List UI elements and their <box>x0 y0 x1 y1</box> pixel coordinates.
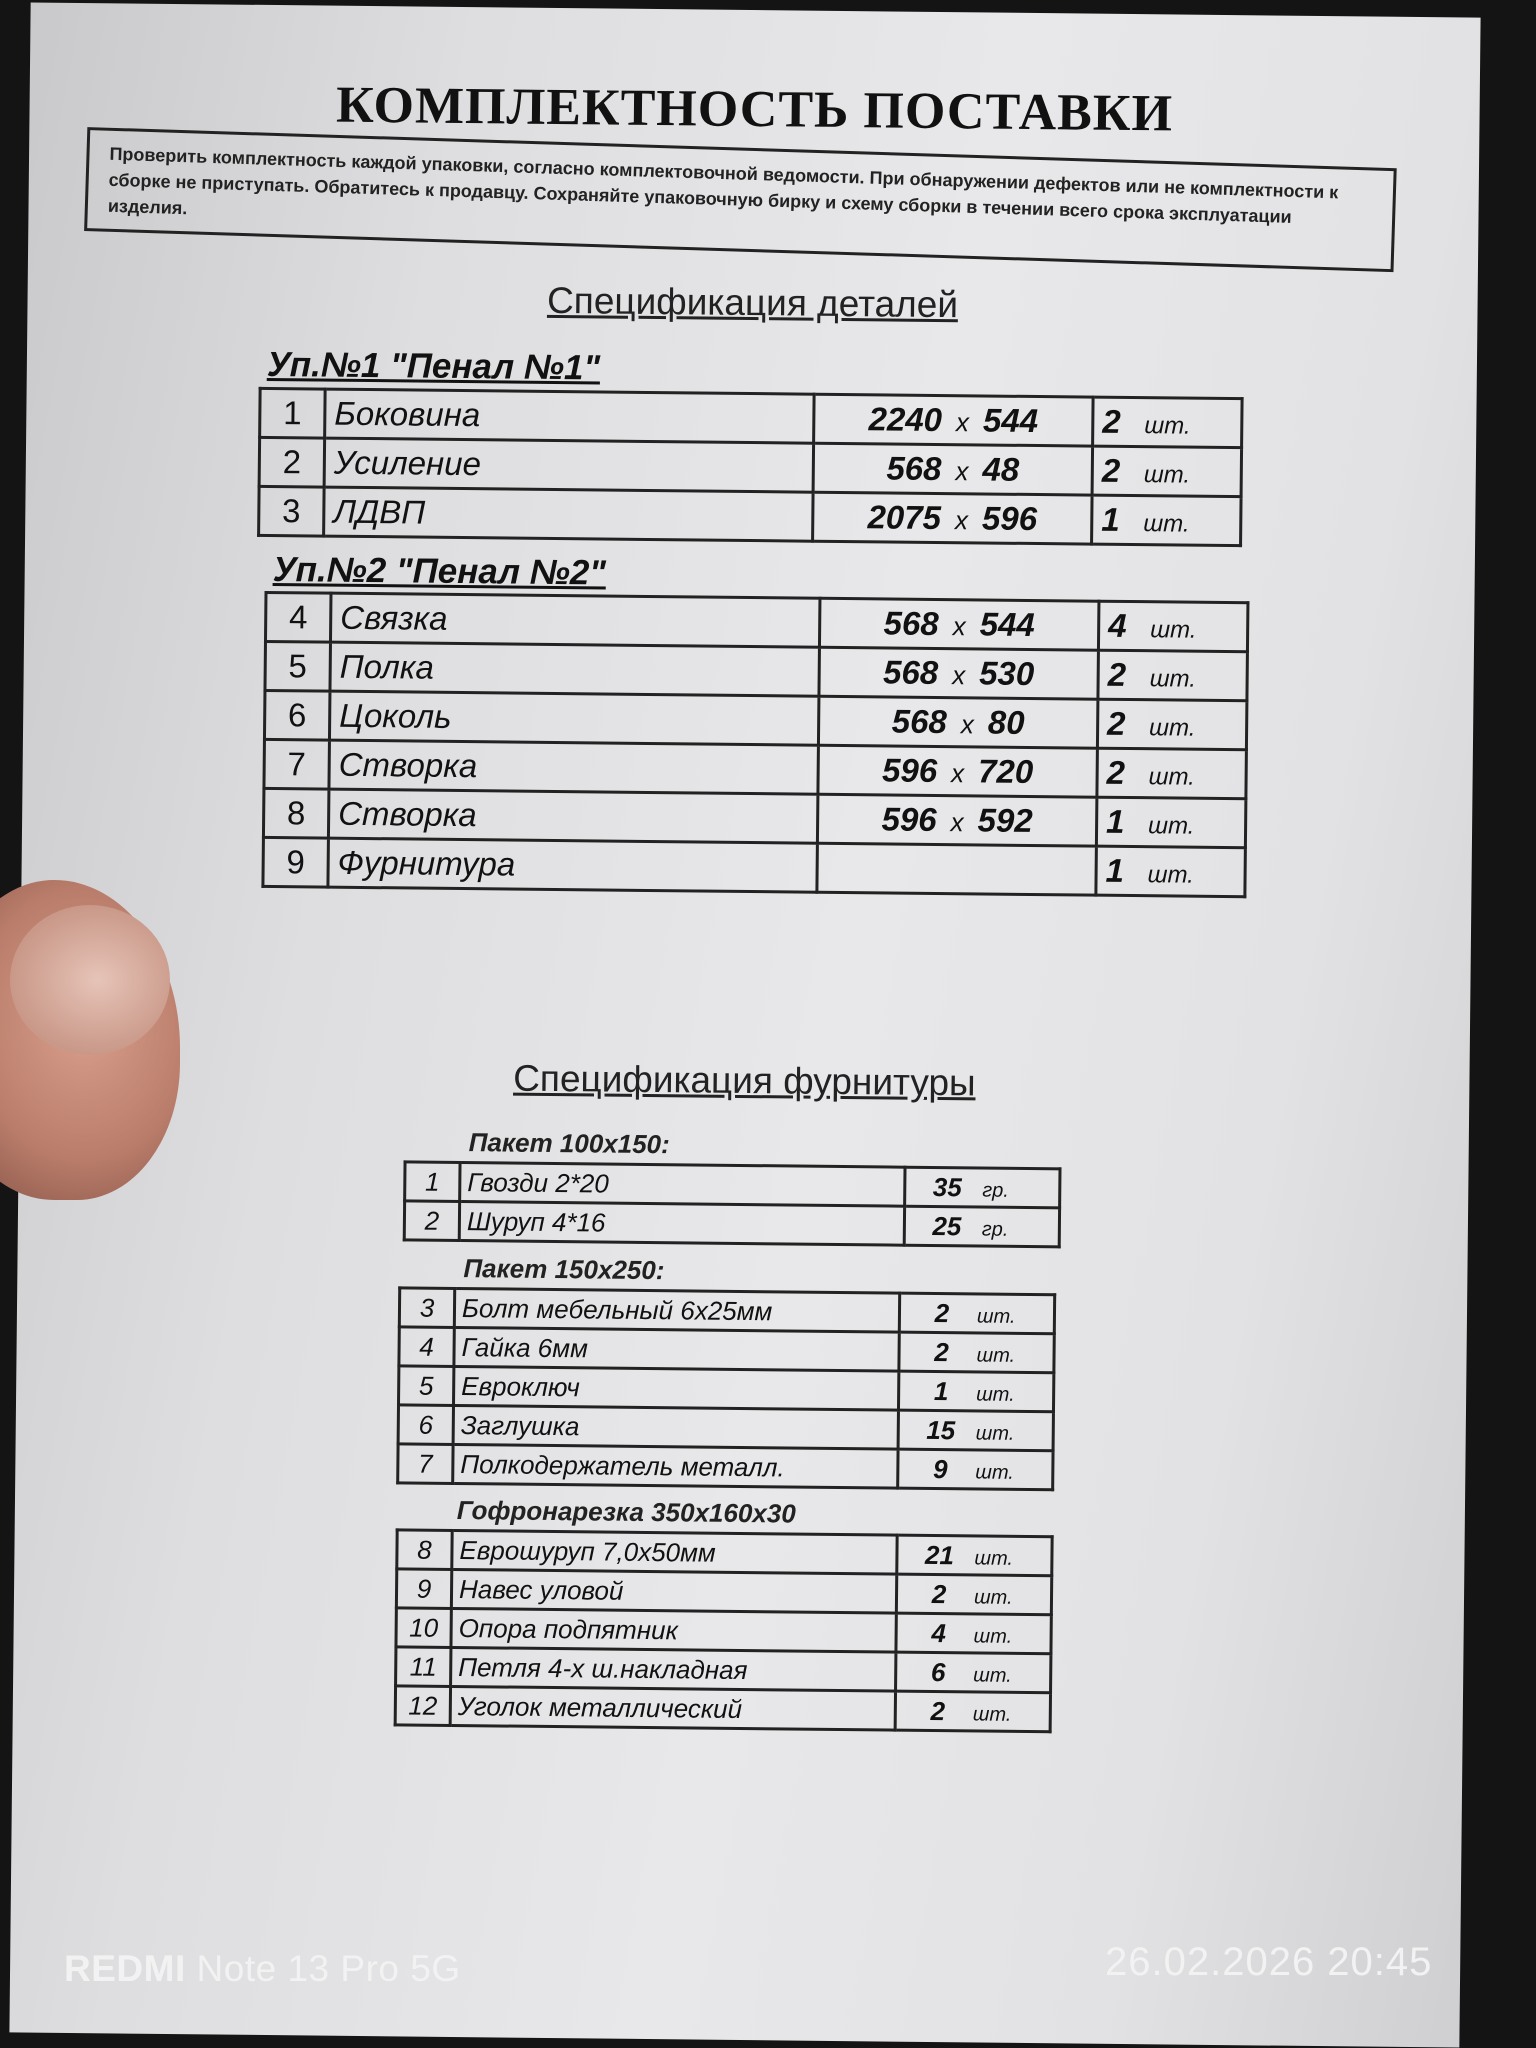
part-dimensions <box>814 394 1093 446</box>
dimension-separator: x <box>950 807 964 838</box>
part-height: 720 <box>977 752 1034 791</box>
hardware-name: Уголок металлический <box>450 1686 895 1730</box>
part-quantity <box>1092 446 1242 497</box>
quantity-unit: шт. <box>976 1343 1016 1367</box>
notice-box: Проверить комплектность каждой упаковки, согласно комплектовочной ведомости. При обнаружении дефектов или не комплектности к сборке не приступать. Обратитесь к продавцу. Сохраняйте упаковочную бирку и схему сборки в течении всего срока эксплуатации изделия. <box>84 127 1397 272</box>
quantity-value: 2 <box>934 1336 949 1367</box>
part-height: 592 <box>977 801 1033 840</box>
quantity-value: 1 <box>1101 500 1120 538</box>
part-width: 2075 <box>867 498 942 537</box>
part-width: 568 <box>883 604 939 643</box>
quantity-value: 2 <box>1107 655 1127 693</box>
hardware-name: Навес уловой <box>451 1569 896 1613</box>
part-quantity <box>1097 748 1247 799</box>
part-name: Цоколь <box>329 691 818 745</box>
table-row <box>396 1608 1051 1654</box>
part-dimensions <box>819 647 1098 699</box>
package-2-title: Уп.№2 "Пенал №2" <box>272 550 607 593</box>
part-name: Боковина <box>325 389 814 443</box>
row-number: 6 <box>264 690 330 740</box>
part-quantity <box>1093 397 1243 448</box>
table-row <box>259 486 1241 545</box>
row-number: 4 <box>399 1327 454 1367</box>
hardware-quantity <box>898 1371 1053 1412</box>
dimension-separator: x <box>960 709 974 740</box>
part-dimensions <box>818 745 1097 797</box>
table-row <box>399 1366 1054 1412</box>
table-row <box>399 1288 1054 1334</box>
hardware-group-3-title: Гофронарезка 350x160x30 <box>456 1495 796 1529</box>
package-1-table <box>257 387 1244 547</box>
part-name: Усиление <box>324 438 813 492</box>
table-row <box>395 1686 1050 1732</box>
quantity-value: 6 <box>930 1656 946 1687</box>
quantity-unit: шт. <box>976 1304 1016 1328</box>
part-dimensions <box>817 794 1096 846</box>
row-number: 10 <box>396 1608 451 1648</box>
hardware-group-2-table <box>396 1286 1056 1491</box>
hardware-quantity <box>899 1293 1054 1334</box>
hardware-name: Полкодержатель металл. <box>453 1444 898 1488</box>
hardware-name: Гайка 6мм <box>454 1327 899 1371</box>
quantity-value: 2 <box>934 1297 950 1328</box>
parts-spec-title: Спецификация деталей <box>546 279 959 326</box>
quantity-value: 2 <box>1106 753 1126 791</box>
row-number: 9 <box>396 1569 451 1609</box>
part-dimensions <box>819 598 1098 650</box>
dimension-separator: x <box>952 611 966 642</box>
quantity-unit: гр. <box>982 1178 1009 1202</box>
table-row <box>396 1569 1051 1615</box>
part-quantity <box>1098 601 1248 652</box>
row-number: 5 <box>265 641 331 691</box>
table-row <box>263 837 1245 896</box>
part-height: 530 <box>979 654 1035 693</box>
quantity-unit: шт. <box>972 1702 1012 1726</box>
document-title: КОМПЛЕКТНОСТЬ ПОСТАВКИ <box>335 76 1174 143</box>
table-row <box>398 1444 1053 1490</box>
part-name: Связка <box>330 593 819 647</box>
hardware-name: Евроключ <box>453 1366 898 1410</box>
quantity-unit: шт. <box>1147 812 1195 840</box>
quantity-value: 1 <box>933 1375 949 1406</box>
part-quantity <box>1096 846 1246 897</box>
fingernail <box>10 905 170 1055</box>
part-dimensions <box>818 696 1097 748</box>
hardware-quantity <box>905 1167 1060 1208</box>
part-quantity <box>1098 650 1248 701</box>
part-quantity <box>1097 699 1247 750</box>
quantity-value: 21 <box>924 1539 955 1570</box>
row-number: 5 <box>399 1366 454 1406</box>
part-quantity <box>1096 797 1246 848</box>
quantity-unit: шт. <box>1150 616 1197 644</box>
part-height: 596 <box>981 499 1038 538</box>
hardware-name: Петля 4-х ш.накладная <box>451 1647 896 1691</box>
part-height: 544 <box>982 401 1039 440</box>
hardware-quantity <box>897 1535 1052 1576</box>
paper-sheet <box>9 2 1480 2047</box>
quantity-value: 2 <box>931 1578 947 1609</box>
hardware-quantity <box>896 1652 1051 1693</box>
quantity-unit: шт. <box>1149 665 1197 693</box>
hardware-quantity <box>904 1206 1059 1247</box>
part-width: 596 <box>881 751 938 789</box>
camera-model: Note 13 Pro 5G <box>196 1948 461 1989</box>
part-name: Створка <box>329 740 818 794</box>
part-name: ЛДВП <box>324 487 813 541</box>
part-dimensions <box>817 843 1096 895</box>
row-number: 1 <box>405 1162 460 1202</box>
quantity-value: 25 <box>932 1210 962 1241</box>
table-row <box>405 1162 1060 1208</box>
hardware-name: Болт мебельный 6x25мм <box>454 1288 899 1332</box>
photo-datetime: 26.02.2026 20:45 <box>1105 1940 1433 1984</box>
quantity-value: 4 <box>1108 606 1127 644</box>
hardware-group-1-title: Пакет 100x150: <box>468 1127 670 1160</box>
hardware-group-2-title: Пакет 150x250: <box>463 1253 665 1286</box>
row-number: 8 <box>397 1530 452 1570</box>
package-2-table <box>261 591 1249 898</box>
hardware-name: Заглушка <box>453 1405 898 1449</box>
hardware-name: Еврошуруп 7,0x50мм <box>452 1530 897 1574</box>
quantity-value: 2 <box>1102 402 1121 440</box>
table-row <box>397 1530 1052 1576</box>
quantity-unit: гр. <box>981 1217 1009 1241</box>
row-number: 7 <box>264 739 330 789</box>
row-number: 12 <box>395 1686 450 1726</box>
hardware-quantity <box>899 1332 1054 1373</box>
row-number: 6 <box>398 1405 453 1445</box>
quantity-unit: шт. <box>1148 763 1196 791</box>
quantity-unit: шт. <box>973 1663 1012 1687</box>
quantity-unit: шт. <box>1144 412 1191 440</box>
row-number: 4 <box>265 592 331 642</box>
part-name: Полка <box>330 642 819 696</box>
hardware-quantity <box>896 1613 1051 1654</box>
hardware-name: Шуруп 4*16 <box>459 1202 904 1246</box>
camera-model-watermark <box>64 1948 461 1990</box>
quantity-value: 1 <box>1105 851 1125 889</box>
quantity-unit: шт. <box>976 1382 1015 1406</box>
part-width: 568 <box>882 653 939 692</box>
part-quantity <box>1092 495 1242 546</box>
quantity-unit: шт. <box>1143 510 1190 538</box>
row-number: 9 <box>263 837 329 887</box>
quantity-unit: шт. <box>1147 861 1195 889</box>
table-row <box>396 1647 1051 1693</box>
part-width: 2240 <box>868 400 943 439</box>
dimension-separator: x <box>950 758 965 789</box>
quantity-value: 15 <box>926 1414 956 1445</box>
row-number: 3 <box>399 1288 454 1328</box>
hardware-name: Гвозди 2*20 <box>460 1163 905 1207</box>
part-dimensions <box>813 492 1092 544</box>
part-width: 568 <box>886 449 942 488</box>
row-number: 7 <box>398 1444 453 1484</box>
quantity-unit: шт. <box>975 1460 1015 1484</box>
row-number: 8 <box>263 788 329 838</box>
quantity-unit: шт. <box>973 1624 1013 1648</box>
dimension-separator: x <box>955 407 970 438</box>
row-number: 2 <box>404 1201 459 1241</box>
package-1-title: Уп.№1 "Пенал №1" <box>266 344 601 388</box>
hardware-name: Опора подпятник <box>451 1608 896 1652</box>
hardware-group-3-table <box>394 1528 1054 1733</box>
hardware-quantity <box>896 1574 1051 1615</box>
dimension-separator: x <box>952 660 966 691</box>
quantity-unit: шт. <box>1143 461 1191 489</box>
table-row <box>404 1201 1059 1247</box>
dimension-separator: x <box>955 456 969 487</box>
part-height: 544 <box>979 605 1035 644</box>
part-dimensions <box>813 443 1092 495</box>
hardware-quantity <box>898 1449 1053 1490</box>
part-width: 596 <box>881 800 937 838</box>
dimension-separator: x <box>954 505 969 536</box>
quantity-unit: шт. <box>975 1421 1015 1445</box>
quantity-value: 2 <box>1106 704 1126 742</box>
quantity-unit: шт. <box>974 1546 1014 1570</box>
quantity-value: 9 <box>932 1453 948 1484</box>
part-width: 568 <box>891 702 948 741</box>
hardware-quantity <box>895 1691 1050 1732</box>
quantity-unit: шт. <box>973 1585 1013 1609</box>
quantity-value: 1 <box>1105 802 1125 840</box>
table-row <box>398 1405 1053 1451</box>
quantity-value: 35 <box>932 1171 962 1202</box>
part-height: 80 <box>987 703 1025 741</box>
row-number: 3 <box>259 486 325 536</box>
hardware-group-1-table <box>403 1160 1062 1248</box>
quantity-value: 2 <box>930 1695 946 1726</box>
row-number: 11 <box>396 1647 451 1687</box>
quantity-value: 4 <box>931 1617 947 1648</box>
part-height: 48 <box>982 450 1020 488</box>
hardware-quantity <box>898 1410 1053 1451</box>
quantity-unit: шт. <box>1148 714 1196 742</box>
quantity-value: 2 <box>1101 451 1121 489</box>
part-name: Створка <box>328 789 817 843</box>
camera-brand: REDMI <box>64 1948 186 1989</box>
part-name: Фурнитура <box>328 838 817 892</box>
table-row <box>399 1327 1054 1373</box>
row-number: 1 <box>260 388 326 438</box>
hardware-spec-title: Спецификация фурнитуры <box>512 1057 976 1104</box>
row-number: 2 <box>259 437 325 487</box>
